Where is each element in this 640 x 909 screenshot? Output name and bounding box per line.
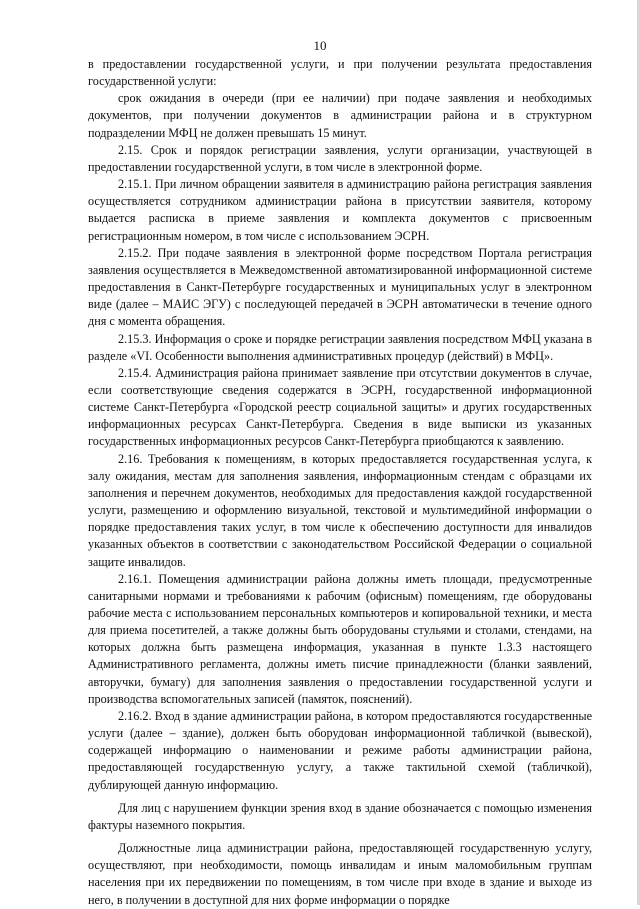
paragraph-2-15-4: 2.15.4. Администрация района принимает заявление при отсутствии документов в случае, если соответствующие сведения содержатся в ЭСРН, государственной информационной системе Санкт-Петербурга «Городской реестр социальной защиты» и других государственных информационных ресурсах Санкт-Петербурга. Сведения в виде выписки из указанных государственных информационных ресурсов Санкт-Петербурга приобщаются к заявлению. (88, 365, 592, 449)
paragraph-2-15: 2.15. Срок и порядок регистрации заявления, услуги организации, участвующей в предоставлении государственной услуги, в том числе в электронной форме. (88, 142, 592, 174)
paragraph-2-15-2: 2.15.2. При подаче заявления в электронной форме посредством Портала регистрация заявления осуществляется в Межведомственной автоматизированной информационной системе предоставления в Санкт-Петербурге государственных и муниципальных услуг в электронном виде (далее – МАИС ЭГУ) с последующей передачей в ЭСРН автоматически в течение одного дня с момента обращения. (88, 245, 592, 329)
paragraph-2-15-1: 2.15.1. При личном обращении заявителя в администрацию района регистрация заявления осуществляется сотрудником администрации района в присутствии заявителя, которому выдается расписка в приеме заявления и комплекта документов с присвоенным регистрационным номером, в том числе с использованием ЭСРН. (88, 177, 592, 243)
paragraph-2-15-3: 2.15.3. Информация о сроке и порядке регистрации заявления посредством МФЦ указана в разделе «VI. Особенности выполнения административных процедур (действий) в МФЦ». (88, 331, 592, 363)
document-body (88, 56, 592, 909)
paragraph-officials-assistance: Должностные лица администрации района, предоставляющей государственную услугу, осуществляют, при необходимости, помощь инвалидам и иным маломобильным группам населения при их передвижении по помещениям, в том числе при входе в здание и выходе из него, в получении в доступной для них форме информации о порядке (88, 841, 592, 907)
paragraph-2-16-2: 2.16.2. Вход в здание администрации района, в котором предоставляются государственные услуги (далее – здание), должен быть оборудован информационной табличкой (вывеской), содержащей информацию о наименовании и режиме работы администрации района, предоставляющей государственную услугу, а также тактильной схемой (табличкой), дублирующей данную информацию. (88, 708, 592, 792)
paragraph-2-16-1: 2.16.1. Помещения администрации района должны иметь площади, предусмотренные санитарными нормами и требованиями к рабочим (офисным) помещениям, где оборудованы рабочие места с использованием персональных компьютеров и копировальной техники, и места для приема посетителей, а также должны быть оборудованы стульями и столами, стендами, на которых должна быть размещена информация, указанная в пункте 1.3.3 настоящего Административного регламента, должны иметь писчие принадлежности (бланки заявлений, авторучки, бумагу) для заполнения заявления о предоставлении государственной услуги и производства вспомогательных записей (памяток, пояснений). (88, 571, 592, 706)
paragraph-visual-impairment: Для лиц с нарушением функции зрения вход в здание обозначается с помощью изменения фактуры наземного покрытия. (88, 800, 592, 832)
page-number: 10 (313, 38, 327, 53)
paragraph-continuation: в предоставлении государственной услуги, и при получении результата предоставления государственной услуги: (88, 57, 592, 89)
paragraph-2-16: 2.16. Требования к помещениям, в которых предоставляется государственная услуга, к залу ожидания, местам для заполнения заявления, информационным стендам с образцами их заполнения и перечнем документов, необходимых для предоставления каждой государственной услуги, размещению и оформлению визуальной, текстовой и мультимедийной информации о порядке предоставления таких услуг, в том числе к обеспечению доступности для инвалидов указанных объектов в соответствии с законодательством Российской Федерации о социальной защите инвалидов. (88, 451, 592, 569)
paragraph-queue-wait-time: срок ожидания в очереди (при ее наличии) при подаче заявления и необходимых документов, при получении документов в администрации района и в структурном подразделении МФЦ не должен превышать 15 минут. (88, 91, 592, 140)
